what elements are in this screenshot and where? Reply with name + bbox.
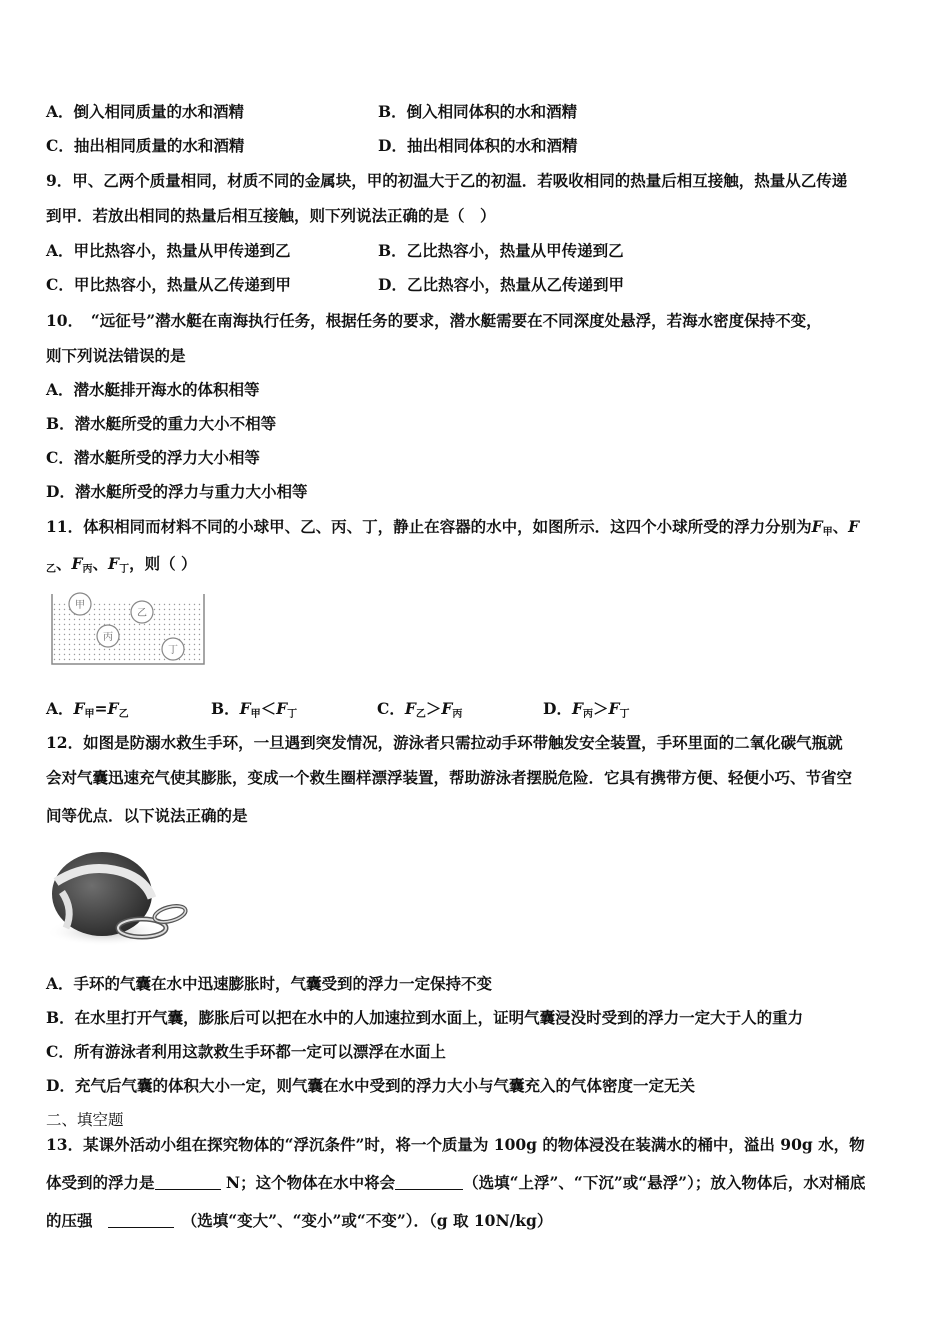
q10-option-a: A．潜水艇排开海水的体积相等 xyxy=(46,380,260,399)
q12-option-a: A．手环的气囊在水中迅速膨胀时，气囊受到的浮力一定保持不变 xyxy=(46,974,493,993)
subscript-bing: 丙 xyxy=(82,564,93,575)
q13-text: （选填“上浮”、“下沉”或“悬浮”）；放入物体后，水对桶底 xyxy=(463,1173,866,1192)
symbol-f: F xyxy=(441,699,453,718)
q12-stem-line3: 间等优点．以下说法正确的是 xyxy=(46,806,248,825)
subscript-bing: 丙 xyxy=(582,709,593,720)
subscript-ding: 丁 xyxy=(619,709,630,720)
wristband-image xyxy=(44,840,194,950)
subscript-yi: 乙 xyxy=(415,709,426,720)
symbol-f: F xyxy=(239,699,251,718)
symbol-f: F xyxy=(107,699,119,718)
q9-option-d: D．乙比热容小，热量从乙传递到甲 xyxy=(378,275,624,294)
q11-stem-line2 xyxy=(46,554,196,580)
subscript-ding: 丁 xyxy=(119,564,130,575)
relation-gt: ＞ xyxy=(592,699,609,718)
q10-stem-line2: 则下列说法错误的是 xyxy=(46,346,186,365)
symbol-f: F xyxy=(571,699,583,718)
relation-gt: ＞ xyxy=(425,699,442,718)
q11-stem-text: 11．体积相同而材料不同的小球甲、乙、丙、丁，静止在容器的水中，如图所示．这四个小球所受的浮力分别为 xyxy=(46,517,812,536)
ball-ding xyxy=(162,638,184,660)
q8-option-b: B．倒入相同体积的水和酒精 xyxy=(378,102,578,121)
subscript-jia: 甲 xyxy=(822,527,833,538)
ball-bing xyxy=(97,625,119,647)
symbol-f: F xyxy=(108,554,120,573)
q9-stem-line2: 到甲．若放出相同的热量后相互接触，则下列说法正确的是（ ） xyxy=(46,206,496,225)
subscript-ding: 丁 xyxy=(287,709,298,720)
q12-option-d: D．充气后气囊的体积大小一定，则气囊在水中受到的浮力大小与气囊充入的气体密度一定无关 xyxy=(46,1076,695,1095)
option-label: D． xyxy=(543,699,572,718)
q13-stem-line2 xyxy=(46,1173,865,1193)
q13-text: 的压强 xyxy=(46,1211,109,1230)
symbol-f: F xyxy=(404,699,416,718)
q8-option-c: C．抽出相同质量的水和酒精 xyxy=(46,136,245,155)
q8-option-d: D．抽出相同体积的水和酒精 xyxy=(378,136,578,155)
q11-option-a xyxy=(46,697,129,720)
symbol-f: F xyxy=(608,699,620,718)
q9-option-c: C．甲比热容小，热量从乙传递到甲 xyxy=(46,275,291,294)
symbol-f: F xyxy=(71,554,83,573)
q11-tail: ，则（ ） xyxy=(129,554,197,573)
separator: 、 xyxy=(56,554,72,573)
q9-stem-line1: 9．甲、乙两个质量相同，材质不同的金属块，甲的初温大于乙的初温．若吸收相同的热量后相互接触，热量从乙传递 xyxy=(46,171,848,190)
q12-option-c: C．所有游泳者利用这款救生手环都一定可以漂浮在水面上 xyxy=(46,1042,446,1061)
symbol-f: F xyxy=(276,699,288,718)
q11-option-c xyxy=(377,697,462,720)
relation-eq: = xyxy=(94,699,108,718)
section-title: 二、填空题 xyxy=(46,1111,124,1129)
symbol-f: F xyxy=(73,699,85,718)
separator: 、 xyxy=(92,554,109,573)
ball-label-yi: 乙 xyxy=(137,608,147,619)
symbol-f: F xyxy=(848,517,860,536)
subscript-yi: 乙 xyxy=(118,709,129,720)
container-figure xyxy=(48,588,208,668)
option-label: A． xyxy=(46,699,74,718)
q11-stem-line1 xyxy=(46,517,859,543)
q10-option-b: B．潜水艇所受的重力大小不相等 xyxy=(46,414,277,433)
ball-label-ding: 丁 xyxy=(168,645,178,656)
q13-text: N；这个物体在水中将会 xyxy=(220,1173,396,1192)
option-label: C． xyxy=(377,699,405,718)
q13-text: 体受到的浮力是 xyxy=(46,1173,155,1192)
q12-stem-line2: 会对气囊迅速充气使其膨胀，变成一个救生圈样漂浮装置，帮助游泳者摆脱危险．它具有携带方便、轻便小巧、节省空 xyxy=(46,768,853,787)
ball-jia xyxy=(69,593,91,615)
answer-blank-pressure[interactable] xyxy=(108,1213,174,1228)
q13-text: （选填“变大”、“变小”或“不变”）．（g 取 10N/kg） xyxy=(174,1211,553,1230)
subscript-bing: 丙 xyxy=(452,709,463,720)
q10-stem-line1: 10． “远征号”潜水艇在南海执行任务，根据任务的要求，潜水艇需要在不同深度处悬浮，若海水密度保持不变， xyxy=(46,311,822,330)
option-label: B． xyxy=(211,699,240,718)
ball-label-jia: 甲 xyxy=(75,600,85,611)
q8-option-a: A．倒入相同质量的水和酒精 xyxy=(46,102,245,121)
q9-option-a: A．甲比热容小，热量从甲传递到乙 xyxy=(46,241,291,260)
q10-option-d: D．潜水艇所受的浮力与重力大小相等 xyxy=(46,482,308,501)
subscript-yi: 乙 xyxy=(46,564,56,575)
ball-yi xyxy=(131,601,153,623)
subscript-jia: 甲 xyxy=(250,709,261,720)
q13-stem-line1: 13．某课外活动小组在探究物体的“浮沉条件”时，将一个质量为 100g 的物体浸没在装满水的桶中，溢出 90g 水，物 xyxy=(46,1135,865,1154)
q12-option-b: B．在水里打开气囊，膨胀后可以把在水中的人加速拉到水面上，证明气囊浸没时受到的浮力一定大于人的重力 xyxy=(46,1008,804,1027)
q9-option-b: B．乙比热容小，热量从甲传递到乙 xyxy=(378,241,624,260)
ball-label-bing: 丙 xyxy=(103,632,113,643)
answer-blank-buoyancy[interactable] xyxy=(155,1175,221,1190)
q11-option-d xyxy=(543,697,630,720)
q13-stem-line3 xyxy=(46,1211,552,1231)
relation-lt: ＜ xyxy=(260,699,277,718)
answer-blank-state[interactable] xyxy=(395,1175,463,1190)
q11-option-b xyxy=(211,697,297,720)
separator: 、 xyxy=(832,517,849,536)
q12-stem-line1: 12．如图是防溺水救生手环，一旦遇到突发情况，游泳者只需拉动手环带触发安全装置，手环里面的二氧化碳气瓶就 xyxy=(46,733,843,752)
symbol-f: F xyxy=(811,517,823,536)
q10-option-c: C．潜水艇所受的浮力大小相等 xyxy=(46,448,260,467)
subscript-jia: 甲 xyxy=(84,709,95,720)
